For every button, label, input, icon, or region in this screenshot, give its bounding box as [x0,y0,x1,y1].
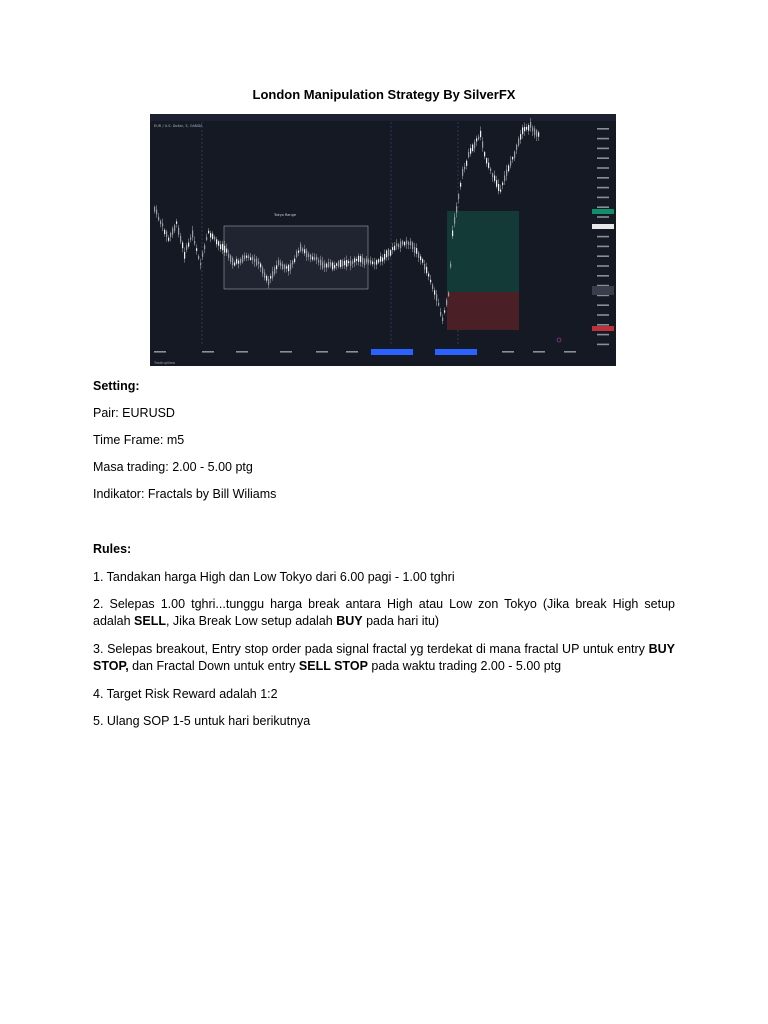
candle-body [182,243,183,249]
time-tick-label [502,351,514,353]
candle-body [376,260,377,265]
candle-body [424,264,425,270]
candle-body [180,236,181,242]
candle-body [462,169,463,176]
candle-body [156,210,157,215]
candle-body [356,259,357,261]
candle-body [322,262,323,269]
candle-body [308,254,309,257]
time-tick-label [346,351,358,353]
candle-body [166,231,167,236]
candle-body [368,260,369,263]
candle-body [436,294,437,301]
price-tick-label [597,197,609,199]
candle-body [184,252,185,259]
candle-body [416,248,417,254]
price-tick-label [597,236,609,238]
candle-body [292,261,293,265]
candle-body [342,261,343,266]
trading-chart-image [150,114,616,366]
candle-body [282,264,283,269]
candle-body [380,256,381,261]
candle-body [446,300,447,305]
price-tick-label [597,334,609,336]
candle-body [450,264,451,267]
candle-body [480,131,481,137]
candle-body [468,152,469,157]
candle-body [168,238,169,241]
candle-body [286,266,287,268]
candle-body [362,258,363,264]
candle-body [290,263,291,269]
candle-body [276,265,277,269]
price-tick-label [597,138,609,140]
candle-body [250,257,251,260]
candle-body [460,183,461,187]
time-tick-label [316,351,328,353]
candle-body [204,245,205,249]
candle-body [406,241,407,245]
candle-body [432,285,433,289]
candle-body [310,255,311,259]
candle-body [410,241,411,245]
rule-3: 3. Selepas breakout, Entry stop order pada signal fractal yg terdekat di mana fractal UP untuk entry BUY STOP, dan Fractal Down untuk entry SELL STOP pada waktu trading 2.00 - 5.00 ptg [93,642,675,673]
candle-body [440,312,441,316]
candle-body [426,267,427,273]
candle-body [458,194,459,199]
candle-body [264,273,265,279]
candle-body [154,207,155,212]
price-tick-label [597,128,609,130]
candle-body [196,248,197,251]
candle-body [318,260,319,262]
candle-body [430,280,431,283]
time-tick-label [236,351,248,353]
candle-body [174,225,175,231]
setting-indicator: Indikator: Fractals by Bill Wiliams [93,487,277,501]
tradingview-logo: TradingView [154,361,176,365]
candle-body [484,152,485,157]
chart-header-line: EUR / U.S. Dollar, 5, OANDA [154,124,203,128]
time-tick-label [154,351,166,353]
price-tick-label [597,246,609,248]
candle-body [396,244,397,247]
candle-body [260,264,261,268]
candle-body [452,231,453,237]
candle-body [332,263,333,270]
candle-body [506,170,507,176]
candle-body [306,251,307,258]
candle-body [398,244,399,247]
candle-body [344,261,345,266]
candle-body [526,127,527,130]
document-title: London Manipulation Strategy By SilverFX [252,87,516,102]
time-tick-label [564,351,576,353]
candle-body [388,249,389,256]
price-tick-label [597,148,609,150]
candle-body [268,279,269,285]
candle-body [508,165,509,171]
candle-body [326,264,327,268]
candle-body [172,228,173,234]
candle-body [530,122,531,128]
candle-body [216,239,217,244]
candle-body [422,259,423,263]
time-tick-label [280,351,292,353]
candle-body [442,318,443,321]
candle-body [414,247,415,253]
candle-body [284,265,285,269]
candle-body [272,271,273,278]
candle-body [338,261,339,266]
candle-body [494,176,495,181]
time-tick-label [202,351,214,353]
candle-body [348,261,349,263]
candle-body [456,206,457,212]
candle-body [296,251,297,257]
price-tick-label [597,167,609,169]
price-tick-label [597,304,609,306]
candle-body [532,127,533,131]
candle-body [510,161,511,166]
candle-body [346,260,347,267]
candle-body [514,152,515,159]
candle-body [228,254,229,258]
candle-body [224,246,225,253]
candle-body [428,274,429,277]
candle-body [474,142,475,148]
candle-body [448,293,449,296]
candle-body [164,230,165,234]
candle-body [478,137,479,140]
setting-session: Masa trading: 2.00 - 5.00 ptg [93,460,253,474]
candle-body [522,127,523,134]
candle-body [364,259,365,265]
candle-body [222,244,223,250]
candle-body [444,310,445,312]
candle-body [160,221,161,224]
candle-body [538,132,539,136]
candle-body [330,262,331,266]
candle-body [242,256,243,263]
candle-body [402,241,403,245]
price-tick-label [597,177,609,179]
candle-body [300,244,301,251]
rule-5: 5. Ulang SOP 1-5 untuk hari berikutnya [93,714,311,728]
candle-body [212,234,213,239]
candle-body [252,257,253,260]
price-tick-label [597,157,609,159]
candle-body [294,259,295,263]
candle-body [316,257,317,260]
candle-body [372,261,373,264]
loss-zone [447,292,519,330]
candle-body [246,256,247,258]
candle-body [374,262,375,264]
rules-heading: Rules: [93,542,132,556]
candle-body [218,241,219,246]
candle-body [230,256,231,262]
candle-body [266,276,267,281]
candle-body [438,303,439,306]
candle-body [240,259,241,263]
candle-body [190,238,191,240]
candle-body [520,134,521,139]
candle-body [534,129,535,136]
candle-body [248,256,249,259]
price-tick-label [597,324,609,326]
candle-body [454,217,455,224]
candle-body [256,259,257,266]
rule-2: 2. Selepas 1.00 tghri...tunggu harga break antara High atau Low zon Tokyo (Jika break High setup adalah SELL, Jika Break Low setup adalah BUY pada hari itu) [93,597,675,628]
candle-body [170,233,171,237]
candle-body [176,221,177,224]
candle-body [270,276,271,278]
candle-body [378,259,379,262]
rule-4: 4. Target Risk Reward adalah 1:2 [93,687,278,701]
setting-heading: Setting: [93,379,140,393]
candle-body [220,245,221,250]
candle-body [366,259,367,263]
candle-body [400,242,401,249]
candle-body [434,290,435,294]
candle-body [274,268,275,274]
candle-body [210,233,211,237]
candle-body [186,245,187,250]
candle-body [298,251,299,253]
price-tick-label [597,265,609,267]
candle-body [336,263,337,266]
candle-body [486,158,487,163]
candle-body [502,183,503,186]
candle-body [206,237,207,240]
price-tick-label [597,255,609,257]
candle-body [512,157,513,159]
candle-body [504,176,505,182]
candle-body [360,256,361,262]
candle-body [226,249,227,253]
candle-body [482,141,483,147]
candle-body [214,237,215,239]
candle-body [236,259,237,264]
tokyo-range-label: Tokyo Range [274,213,297,217]
candle-body [528,125,529,131]
candle-body [350,261,351,266]
candle-body [524,127,525,131]
candle-body [516,145,517,150]
candle-body [536,130,537,136]
candle-body [464,167,465,170]
candle-body [476,138,477,141]
setting-pair: Pair: EURUSD [93,406,175,420]
profit-zone [447,211,519,292]
candle-body [328,262,329,267]
candle-body [370,260,371,264]
candle-body [194,241,195,244]
candle-body [200,263,201,265]
candle-body [384,254,385,260]
candle-body [412,243,413,250]
candle-body [492,174,493,178]
candle-body [232,258,233,265]
candle-body [324,264,325,268]
candle-body [158,217,159,220]
candle-body [496,180,497,187]
candle-body [238,261,239,264]
candle-body [202,252,203,257]
candle-body [302,249,303,252]
candle-body [354,258,355,262]
candle-body [304,249,305,253]
candle-body [420,256,421,260]
candle-body [390,250,391,255]
candle-body [518,139,519,146]
price-tick-label [597,216,609,218]
price-tick-label [597,275,609,277]
candle-body [278,260,279,265]
candle-body [244,255,245,258]
candle-body [208,231,209,234]
candle-body [192,230,193,237]
candle-body [334,265,335,268]
candle-body [280,263,281,267]
candle-body [358,256,359,262]
candle-body [352,261,353,264]
candle-body [320,260,321,266]
candle-body [418,253,419,258]
candle-body [188,243,189,247]
price-tick-label [597,206,609,208]
setting-timeframe: Time Frame: m5 [93,433,185,447]
candle-body [394,246,395,250]
candle-body [178,228,179,235]
candle-body [386,250,387,257]
candle-body [392,247,393,250]
rule-1: 1. Tandakan harga High dan Low Tokyo dari 6.00 pagi - 1.00 tghri [93,570,455,584]
candle-body [488,163,489,168]
candle-body [466,161,467,166]
candle-body [262,268,263,274]
price-tick-label [597,344,609,346]
candle-body [312,257,313,260]
candle-body [490,169,491,171]
candle-body [288,265,289,271]
candle-body [408,242,409,245]
candle-body [162,224,163,227]
candle-body [500,190,501,192]
price-tick-label [597,314,609,316]
candle-body [404,242,405,245]
candle-body [340,260,341,267]
candle-body [498,184,499,191]
candle-body [234,263,235,266]
candle-body [382,258,383,262]
time-tick-label [533,351,545,353]
candle-body [470,148,471,154]
candle-body [472,145,473,151]
candle-body [198,256,199,259]
candle-body [314,257,315,260]
candle-body [258,261,259,264]
candle-body [254,259,255,262]
price-tick-label [597,187,609,189]
